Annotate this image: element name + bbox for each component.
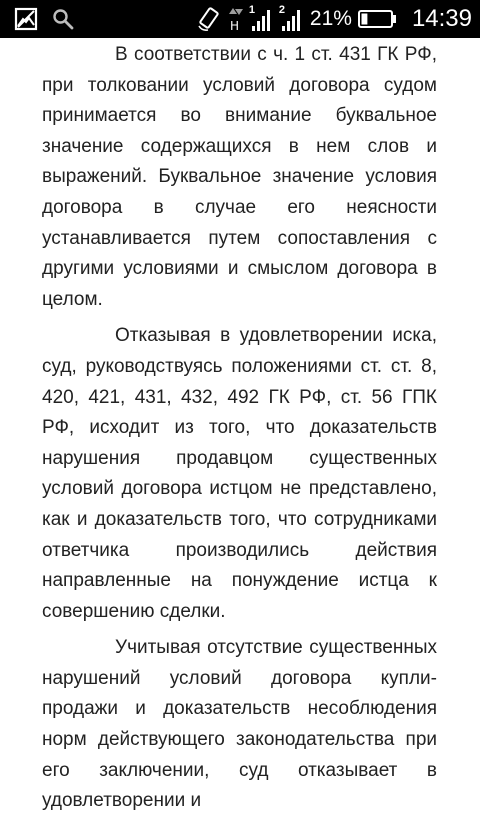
- signal-1-icon: [250, 6, 274, 32]
- battery-percent: 21%: [309, 7, 352, 30]
- rotation-icon: [196, 6, 222, 32]
- paragraph: В соответствии с ч. 1 ст. 431 ГК РФ, при толковании условий договора судом принимается во внимание буквальное значение содержащихся в нем слов и выражений. Буквальное значение условия договора в случае его неясности устанавливается путем сопоставления с другими условиями и смыслом договора в целом.: [42, 44, 437, 310]
- search-icon: [52, 8, 74, 30]
- status-bar: [0, 0, 480, 38]
- picture-icon: [14, 7, 38, 31]
- document-text: [0, 38, 480, 817]
- data-h-icon: [228, 5, 244, 33]
- paragraph: Учитывая отсутствие существенных нарушений условий договора купли-продажи и доказательств несоблюдения норм действующего законодательства при его заключении, суд отказывает в удовлетворении и: [42, 637, 437, 812]
- document-view[interactable]: [0, 38, 480, 812]
- sim2-label: 2: [278, 4, 286, 16]
- battery-icon: [358, 9, 398, 29]
- paragraph: Отказывая в удовлетворении иска, суд, руководствуясь положениями ст. ст. 8, 420, 421, 431, 432, 492 ГК РФ, ст. 56 ГПК РФ, исходит из того, что доказательств нарушения продавцом существенных условий договора истцом не представлено, как и доказательств того, что сотрудниками ответчика производились действия направленные на понуждение истца к совершению сделки.: [42, 325, 437, 622]
- sim1-label: 1: [248, 4, 256, 16]
- status-bar-system: [196, 0, 472, 38]
- data-type-label: H: [229, 19, 239, 33]
- status-bar-notifications: [14, 7, 74, 31]
- signal-2-icon: [280, 6, 304, 32]
- clock: 14:39: [411, 5, 472, 32]
